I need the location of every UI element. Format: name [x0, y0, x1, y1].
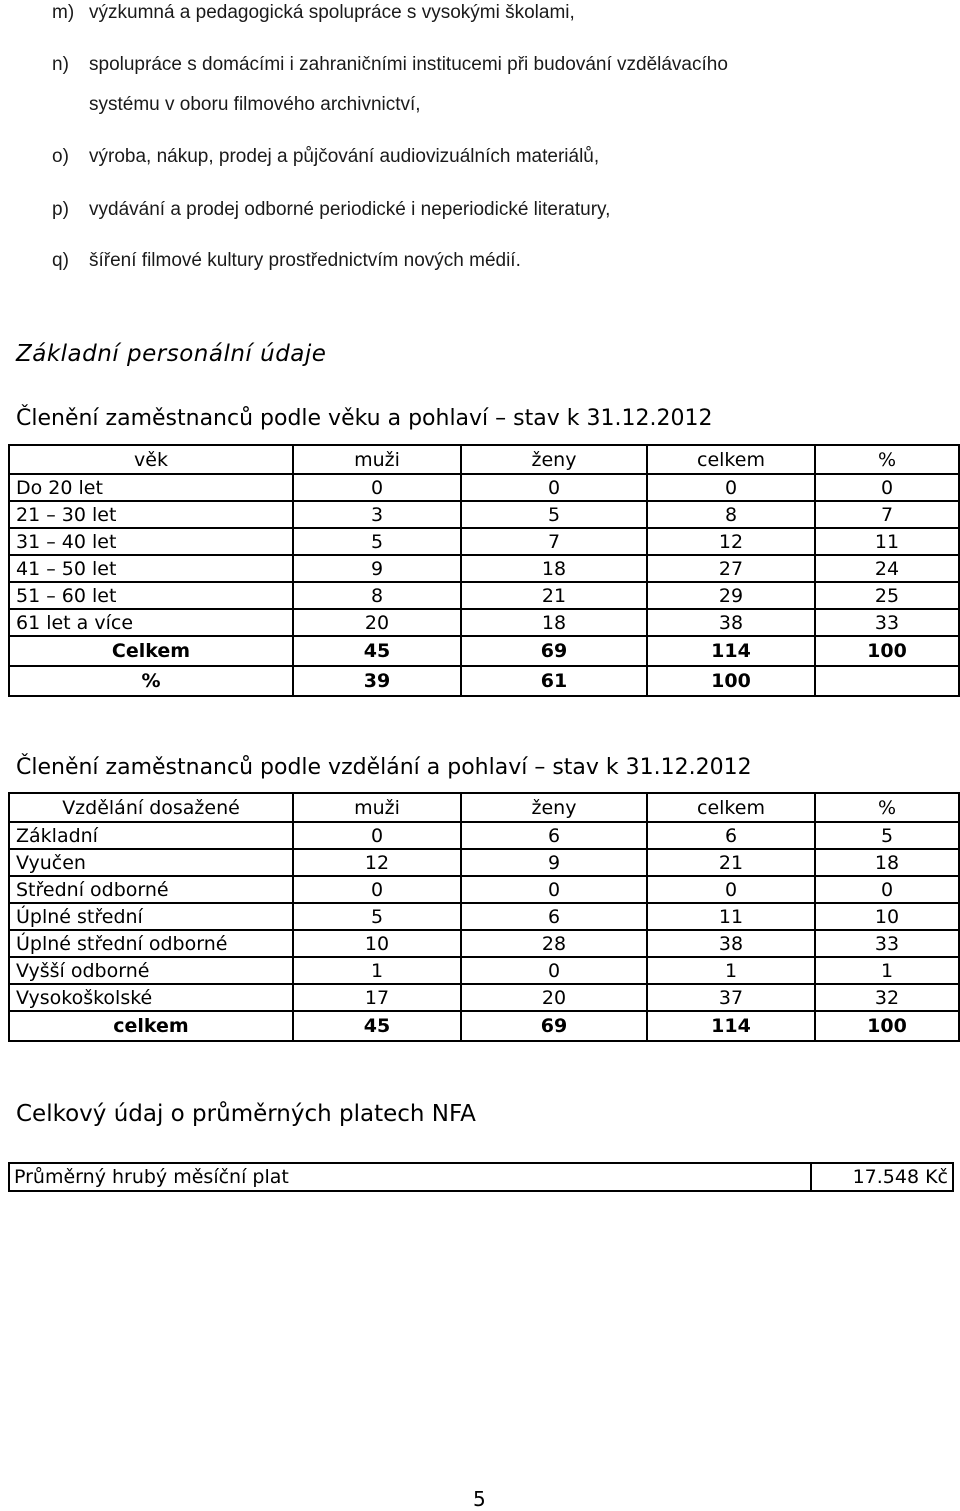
- section-title: Základní personální údaje: [16, 341, 327, 367]
- table-cell: 33: [815, 930, 959, 957]
- table-cell: 0: [647, 876, 815, 903]
- list-text: vydávání a prodej odborné periodické i neperiodické literatury,: [89, 199, 611, 220]
- column-header: muži: [293, 445, 461, 474]
- table-cell: 0: [461, 876, 647, 903]
- table-cell: 69: [461, 1011, 647, 1041]
- table-cell: 18: [815, 849, 959, 876]
- list-marker: m): [52, 2, 75, 23]
- table-cell: Základní: [9, 822, 293, 849]
- table-cell: Vysokoškolské: [9, 984, 293, 1011]
- table-cell: 7: [461, 528, 647, 555]
- table-cell: 0: [647, 474, 815, 501]
- table-cell: 0: [293, 876, 461, 903]
- table-cell: Vyučen: [9, 849, 293, 876]
- table-cell: 114: [647, 1011, 815, 1041]
- table-cell: 51 – 60 let: [9, 582, 293, 609]
- table-cell: 11: [815, 528, 959, 555]
- list-item-continuation: systému v oboru filmového archivnictví,: [89, 94, 421, 115]
- table-cell: 18: [461, 609, 647, 636]
- salary-table: [8, 1162, 954, 1192]
- table-cell: 100: [815, 636, 959, 666]
- table-row: [9, 1163, 953, 1191]
- table-cell: 0: [815, 876, 959, 903]
- table-cell: 1: [647, 957, 815, 984]
- salary-label: Průměrný hrubý měsíční plat: [9, 1163, 811, 1191]
- table-cell: Úplné střední odborné: [9, 930, 293, 957]
- table-cell: 21: [647, 849, 815, 876]
- table-row: [9, 474, 959, 501]
- table-cell: 6: [461, 822, 647, 849]
- table-cell: 100: [815, 1011, 959, 1041]
- table-cell: Vyšší odborné: [9, 957, 293, 984]
- table-cell: Do 20 let: [9, 474, 293, 501]
- column-header: celkem: [647, 445, 815, 474]
- age-table: [8, 444, 960, 697]
- table-row: [9, 528, 959, 555]
- table-cell: 37: [647, 984, 815, 1011]
- table-cell: 21 – 30 let: [9, 501, 293, 528]
- table-row: [9, 957, 959, 984]
- page-number: 5: [473, 1487, 486, 1511]
- edu-table-caption: Členění zaměstnanců podle vzdělání a pohlaví – stav k 31.12.2012: [16, 755, 752, 780]
- table-cell: 8: [647, 501, 815, 528]
- table-cell: 5: [293, 903, 461, 930]
- column-header: muži: [293, 793, 461, 822]
- table-cell: 8: [293, 582, 461, 609]
- table-cell: 28: [461, 930, 647, 957]
- column-header: %: [815, 445, 959, 474]
- table-row: [9, 501, 959, 528]
- list-marker: n): [52, 54, 69, 75]
- table-cell: 29: [647, 582, 815, 609]
- column-header: celkem: [647, 793, 815, 822]
- table-cell: 5: [815, 822, 959, 849]
- table-header-row: [9, 793, 959, 822]
- table-cell: 11: [647, 903, 815, 930]
- table-cell: Střední odborné: [9, 876, 293, 903]
- table-cell: 5: [293, 528, 461, 555]
- table-cell: 3: [293, 501, 461, 528]
- table-cell: 24: [815, 555, 959, 582]
- table-cell: 9: [293, 555, 461, 582]
- table-cell: 12: [647, 528, 815, 555]
- table-cell: 10: [815, 903, 959, 930]
- table-cell: Úplné střední: [9, 903, 293, 930]
- table-cell: Celkem: [9, 636, 293, 666]
- table-cell: 10: [293, 930, 461, 957]
- table-cell: 1: [293, 957, 461, 984]
- table-row: [9, 582, 959, 609]
- table-cell: 18: [461, 555, 647, 582]
- table-cell: 6: [647, 822, 815, 849]
- table-cell: 1: [815, 957, 959, 984]
- column-header: ženy: [461, 445, 647, 474]
- table-row: [9, 822, 959, 849]
- table-cell: 45: [293, 1011, 461, 1041]
- table-cell: 0: [461, 957, 647, 984]
- table-cell: 69: [461, 636, 647, 666]
- table-cell: 38: [647, 609, 815, 636]
- table-cell: 61: [461, 666, 647, 696]
- table-row: [9, 555, 959, 582]
- table-cell: 21: [461, 582, 647, 609]
- table-cell: 0: [293, 474, 461, 501]
- column-header: věk: [9, 445, 293, 474]
- age-table-caption: Členění zaměstnanců podle věku a pohlaví – stav k 31.12.2012: [16, 406, 713, 431]
- table-cell: 6: [461, 903, 647, 930]
- table-cell: 12: [293, 849, 461, 876]
- table-cell: 20: [293, 609, 461, 636]
- table-cell: 31 – 40 let: [9, 528, 293, 555]
- column-header: Vzdělání dosažené: [9, 793, 293, 822]
- salary-value: 17.548 Kč: [811, 1163, 953, 1191]
- table-cell: 45: [293, 636, 461, 666]
- list-text: výroba, nákup, prodej a půjčování audiovizuálních materiálů,: [89, 146, 600, 167]
- table-row: [9, 903, 959, 930]
- table-cell: 32: [815, 984, 959, 1011]
- table-row: [9, 876, 959, 903]
- table-total-row: [9, 636, 959, 666]
- table-cell: 5: [461, 501, 647, 528]
- table-cell: 38: [647, 930, 815, 957]
- table-row: [9, 984, 959, 1011]
- table-cell: 41 – 50 let: [9, 555, 293, 582]
- table-cell: 0: [815, 474, 959, 501]
- table-cell: 9: [461, 849, 647, 876]
- column-header: %: [815, 793, 959, 822]
- table-row: [9, 930, 959, 957]
- salary-heading: Celkový údaj o průměrných platech NFA: [16, 1101, 476, 1127]
- table-cell: %: [9, 666, 293, 696]
- table-percent-row: [9, 666, 959, 696]
- table-cell: 39: [293, 666, 461, 696]
- list-text: spolupráce s domácími i zahraničními institucemi při budování vzdělávacího: [89, 54, 728, 75]
- list-text: šíření filmové kultury prostřednictvím nových médií.: [89, 250, 521, 271]
- table-cell: 0: [293, 822, 461, 849]
- table-cell: 17: [293, 984, 461, 1011]
- list-marker: p): [52, 199, 69, 220]
- table-row: [9, 849, 959, 876]
- table-cell: 33: [815, 609, 959, 636]
- table-cell: [815, 666, 959, 696]
- table-cell: 27: [647, 555, 815, 582]
- table-cell: celkem: [9, 1011, 293, 1041]
- table-cell: 20: [461, 984, 647, 1011]
- table-cell: 0: [461, 474, 647, 501]
- column-header: ženy: [461, 793, 647, 822]
- edu-table: [8, 792, 960, 1042]
- table-header-row: [9, 445, 959, 474]
- list-marker: q): [52, 250, 69, 271]
- table-row: [9, 609, 959, 636]
- list-marker: o): [52, 146, 69, 167]
- table-cell: 25: [815, 582, 959, 609]
- table-cell: 100: [647, 666, 815, 696]
- list-text: výzkumná a pedagogická spolupráce s vysokými školami,: [89, 2, 575, 23]
- table-total-row: [9, 1011, 959, 1041]
- table-cell: 114: [647, 636, 815, 666]
- table-cell: 7: [815, 501, 959, 528]
- table-cell: 61 let a více: [9, 609, 293, 636]
